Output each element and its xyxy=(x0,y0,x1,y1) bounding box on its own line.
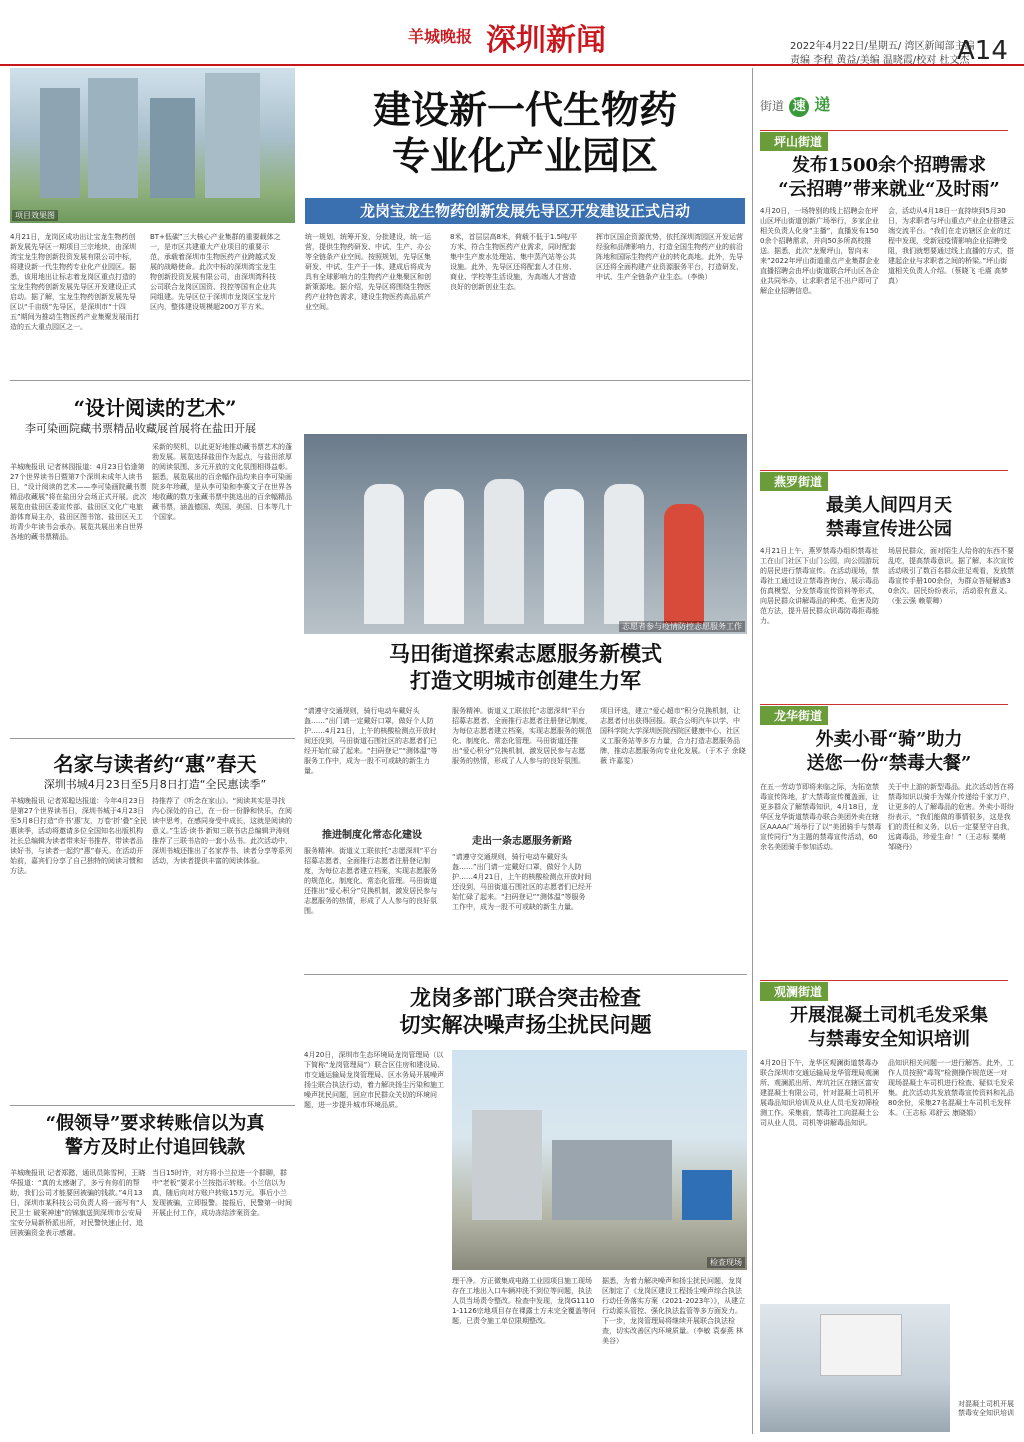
section-title: 深圳新闻 xyxy=(486,23,606,58)
matian-col-2: 服务精神。街道义工联依托“志愿深圳”平台招募志愿者，全面推行志愿者注册登记制度，为每位志愿者建立档案，实现志愿服务的规范化、制度化、常态化管理。马田街道还推出“爱心积分”兑换机制，激发居民参与志愿服务的热情，形成了人人参与的良好氛围。 xyxy=(452,707,592,765)
reader-subtitle: 深圳书城4月23日至5月8日打造“全民惠读季” xyxy=(43,778,267,791)
matian-photo-caption: 志愿者参与疫情防控志愿服务工作 xyxy=(619,621,745,632)
noise-title-1: 龙岗多部门联合突击检查 xyxy=(410,985,641,1010)
divider xyxy=(10,380,750,381)
street-tag-yanluo: 燕罗街道 xyxy=(760,470,1008,489)
longhua-title-1: 外卖小哥“骑”助力 xyxy=(815,729,963,750)
matian-title-1: 马田街道探索志愿服务新模式 xyxy=(389,641,662,666)
lead-photo xyxy=(10,68,295,223)
matian-subhead-1: 推进制度化常态化建设 xyxy=(322,830,422,841)
lead-col-1: 4月21日，龙岗区成功出让宝龙生物药创新发展先导区一期项目三宗地块，由深圳湾宝龙生物创新投资发展有限公司中标，将建设新一代生物药专业化产业园区。据悉，该用地出让标志着龙岗区重点打造的宝龙生物药创新发展先导区开发建设正式启动。据了解，宝龙生物药创新发展先导区以“千亩级”先导区，是深圳市“十四五”期间为推动生物医药产业集聚发展而打造的五大重点园区之一。 xyxy=(10,233,140,331)
noise-col-1: 4月20日，深圳市生态环境局龙岗管理局（以下简称“龙岗管理局”）联合区住房和建设局、市交通运输局龙岗管理局、区水务局开展噪声扬尘联合执法行动，着力解决扬尘污染和施工噪声扰民问题，回应市民群众关切的环境问题，进一步提升城市环境品质。 xyxy=(304,1051,445,1109)
matian-photo xyxy=(304,434,747,634)
editors-line: 责编 李程 黄益/美编 温晓霞/校对 杜文杰 xyxy=(790,55,970,66)
divider xyxy=(10,738,295,739)
guanlan-photo-caption: 对混凝土司机开展禁毒安全知识培训 xyxy=(958,1400,1014,1417)
design-subtitle: 李可染画院藏书票精品收藏展首展将在盐田开展 xyxy=(25,422,256,435)
noise-col-3: 据悉，为着力解决噪声和扬尘扰民问题，龙岗区制定了《龙岗区建设工程扬尘噪声综合执法行动任务落实方案（2021-2023年）》，从建立行动源头管控、强化执法监管等多方面发力。下一步，龙岗管理局将继续开展联合执法检查，切实改善区内环境质量。（李敏 袁泰燕 林美谷） xyxy=(602,1277,746,1345)
page-number: A14 xyxy=(957,36,1008,66)
reader-col-1: 羊城晚报讯 记者郑聪达报道：今年4月23日是第27个世界读书日，深圳书城于4月23日至5月8日打造“许书‘惠’友，万卷‘折’叠”全民惠读季，活动将邀请多位全国知名出版机构社长总编辑为读者带来好书推荐，带读者品读好书，与读者一起约“惠”春天。在活动开始前，嘉宾们分享了自己独特的阅读习惯和方法。 xyxy=(10,797,148,875)
guanlan-col-2: 品知识相关问题一一进行解答。此外，工作人员按照“毒驾”检测操作规范逐一对现场混凝土车司机进行检查、疑似毛发采集。此次活动共发放禁毒宣传资料和礼品80余份，采集27名混凝土车司机毛发样本。（王志标 邓舒云 康晓娟） xyxy=(888,1059,1014,1117)
sidebar-header-suffix: 递 xyxy=(814,95,831,114)
lead-col-5: 挥市区国企资源优势，依托深圳湾园区开发运营经验和品牌影响力，打造全国生物药产业的前沿阵地和国际生物药产业的转化高地。此外，先导区还将全面构建产业资源服务平台，打造研发、中试、生产全链条产业生态。（李焕） xyxy=(596,233,743,281)
matian-col-1a: “请遵守交通规则，骑行电动车戴好头盔……”出门请一定戴好口罩，做好个人防护……4月21日，上午的核酸检测点开放时间还没到，马田街道石围社区的志愿者们已经开始忙碌了起来。“扫码登记”“测体温”等服务工作中，成为一股不可或缺的新生力量。 xyxy=(304,707,438,775)
design-col-2: 采新的契机，以此更好地推动藏书票艺术的蓬勃发展。展览选择盐田作为起点，与盐田浓厚的阅读氛围、多元开放的文化氛围相得益彰。据悉，展览展出的百余幅作品均来自李可染画院多年珍藏，是从李可染和李赛文子在世界各地收藏的数万张藏书票中挑选出的百余幅精品藏书票，涵盖德国、英国、美国、日本等几十个国家。 xyxy=(152,443,292,521)
matian-subhead-2: 走出一条志愿服务新路 xyxy=(472,836,572,847)
sidebar-divider xyxy=(752,68,753,1434)
divider xyxy=(10,1105,295,1106)
guanlan-title-2: 与禁毒安全知识培训 xyxy=(808,1029,970,1050)
street-tag-longhua: 龙华街道 xyxy=(760,704,1008,723)
longhua-title-2: 送您一份“禁毒大餐” xyxy=(806,753,972,774)
pingshan-title-2: “云招聘”带来就业“及时雨” xyxy=(778,179,1000,200)
yanluo-col-1: 4月21日上午，燕罗禁毒办组织禁毒社工在山门社区下山门公园，向公园游玩的居民进行禁毒宣传。在活动现场，禁毒社工通过设立禁毒咨询台、展示毒品仿真模型、分发禁毒宣传资料等形式，向居民群众讲解毒品的种类、危害及防范方法，提升居民群众识毒防毒拒毒能力。 xyxy=(760,547,879,625)
longhua-col-1: 在五一劳动节即将来临之际，为拓宽禁毒宣传阵地，扩大禁毒宣传覆盖面，让更多群众了解禁毒知识，4月18日，龙华区龙华街道禁毒办联合美团外卖在辖区AAAA广场举行了以“美团骑手与禁毒宣传同行”为主题的禁毒宣传活动，60余名美团骑手参加活动。 xyxy=(760,783,882,851)
reader-title: 名家与读者约“惠”春天 xyxy=(53,752,257,776)
pingshan-col-2: 会，活动从4月18日一直持续到5月30日，为求职者与坪山重点产业企业搭建云端交流平台。“我们在走访辖区企业的过程中发现，受新冠疫情影响企业招聘受阻，我们就想要通过线上直播的方式，搭建起企业与求职者之间的桥梁。”坪山街道相关负责人介绍。（蔡晓飞 毛震 高梦真） xyxy=(888,207,1014,285)
fraud-col-2: 当日15时许，对方将小兰拉进一个群聊，群中“老板”要求小兰按指示转账。小兰信以为真，随后向对方账户转账15万元。事后小兰发现被骗，立即报警。接报后，民警第一时间开展止付工作，成功冻结涉案资金。 xyxy=(152,1169,292,1217)
masthead xyxy=(0,0,1024,66)
lead-title-2: 专业化产业园区 xyxy=(391,133,658,178)
street-tag-guanlan: 观澜街道 xyxy=(760,980,1008,999)
noise-photo xyxy=(452,1050,747,1270)
lead-subtitle: 龙岗宝龙生物药创新发展先导区开发建设正式启动 xyxy=(305,198,745,224)
matian-col-3: 项目评选，建立“爱心超市”积分兑换机制，让志愿者付出获得回报。联合公明汽车以学、中国科学院大学深圳医院西院区健康中心、社区义工服务站等多方力量，合力打造志愿服务品牌，推动志愿服务向专业化发展。（于木子 余晓薇 许嘉雯） xyxy=(600,707,746,765)
yanluo-col-2: 场居民群众，面对陌生人给你的东西不要乱吃，提高禁毒意识。据了解，本次宣传活动吸引了数百名群众驻足观看，发放禁毒宣传手册100余份，为群众答疑解惑30余次。居民纷纷表示，活动很有意义。（张云强 赖蒙卿） xyxy=(888,547,1014,605)
pingshan-title-1: 发布1500余个招聘需求 xyxy=(791,155,987,176)
matian-col-1b: 服务精神。街道义工联依托“志愿深圳”平台招募志愿者，全面推行志愿者注册登记制度，为每位志愿者建立档案，实现志愿服务的规范化、制度化、常态化管理。马田街道还推出“爱心积分”兑换机制，激发居民参与志愿服务的热情，形成了人人参与的良好氛围。 xyxy=(304,847,438,915)
guanlan-title-1: 开展混凝土司机毛发采集 xyxy=(790,1005,988,1026)
fraud-col-1: 羊城晚报讯 记者郑懿，通讯员陈雪柯，王晓华报道：“真的太感谢了，多亏有你们的帮助，我们公司才能要回被骗的钱款。”4月13日，深圳市某科技公司负责人将一面写有“人民卫士 破案神速”的锦旗送到深圳市公安局宝安分局新桥派出所，对民警快速止付、追回被骗资金表示感谢。 xyxy=(10,1169,147,1237)
lead-col-2: BT+低碳”三大核心产业集群的重要载体之一，是市区共建重大产业项目的重要示范，承载着深圳市生物医药产业跨越式发展的战略使命。此次中标的深圳湾宝龙生物创新投资发展有限公司，由深圳湾科技公司联合龙岗区国资、投控等国有企业共同组建。先导区位于深圳市龙岗区宝龙片区内，整体建设规模超200万平方米。 xyxy=(150,233,281,311)
lead-title-1: 建设新一代生物药 xyxy=(372,87,677,132)
guanlan-col-1: 4月20日下午，龙华区观澜街道禁毒办联合深圳市交通运输局龙华管理局观澜所、观澜派出所、库坑社区在辖区富安建混凝土有限公司，针对混凝土司机开展毒品知识培训及从业人员毛发初筛检测工作。采集前，禁毒社工向混凝土公司从业人员、司机等讲解毒品知识。 xyxy=(760,1059,879,1127)
divider xyxy=(304,974,747,975)
street-tag-pingshan: 坪山街道 xyxy=(760,130,1008,149)
guanlan-photo xyxy=(760,1304,950,1432)
yanluo-title-1: 最美人间四月天 xyxy=(826,495,952,516)
longhua-col-2: 关于中上游的新型毒品。此次活动旨在将禁毒知识以骑手为媒介传递给千家万户，让更多的人了解毒品的危害。外卖小哥纷纷表示，“我们能做的事情很多，这是我们的责任和义务，以后一定要坚守自我，远离毒品，珍爱生命！”（王志标 粟萌 邹晓丹） xyxy=(888,783,1014,851)
reader-col-2: 持推荐了《听念在家山》。“阅读其实是寻找内心深处的自己，在一份一份静和快乐，在阅读中思考，在感同身受中成长，这就是阅读的意义。”生活·读书·新知三联书店总编辑尹涛则推荐了三联书店的一套小丛书。此次活动中，深圳书城还推出了名家荐书、读者分享等系列活动，为读者提供丰富的阅读体验。 xyxy=(152,797,292,865)
noise-col-2: 理干净。方正微集成电路工业园项目施工现场存在工地出入口车辆冲洗不到位等问题，执法人员当场责令整改。检查中发现，龙岗G11101-1126宗地项目存在裸露土方未完全覆盖等问题，已责令施工单位限期整改。 xyxy=(452,1277,596,1325)
pingshan-col-1: 4月20日，一场特别的线上招聘会在坪山区坪山街道创新广场举行，多家企业相关负责人化身“主播”，直播发布1500余个招聘需求，并向50多所高校推送。据悉，此次“龙聚坪山，智向未来”2022年坪山街道重点产业集群企业直播招聘会由坪山街道联合坪山区各企业共同举办，让求职者足不出户即可了解企业招聘信息。 xyxy=(760,207,880,295)
lead-col-3: 统一规划，统筹开发，分批建设，统一运营，提供生物药研发、中试、生产、办公等全链条产业空间。按照规划，先导区集研发、中试、生产于一体，建成后将成为具有全球影响力的生物药产业集聚区和创新策源地。据介绍，先导区将围绕生物医药产业特色需求，建设生物医药高品质产业空间。 xyxy=(305,233,431,311)
lead-col-4: 8米，首层层高8米，荷载不低于1.5吨/平方米，符合生物医药产业需求，同时配套集中生产废水处理站、集中蒸汽站等公共设施。此外，先导区还将配套人才住房、商业、学校等生活设施，为高端人才营造良好的创新创业生态。 xyxy=(450,233,578,291)
yanluo-title-2: 禁毒宣传进公园 xyxy=(826,519,952,540)
sidebar-header-prefix: 街道 xyxy=(760,99,785,113)
brand-logo: 羊城晚报 xyxy=(408,27,473,46)
design-title: “设计阅读的艺术” xyxy=(73,396,237,420)
lead-photo-caption: 项目效果图 xyxy=(12,210,58,221)
fraud-title-2: 警方及时止付追回钱款 xyxy=(65,1137,245,1158)
noise-title-2: 切实解决噪声扬尘扰民问题 xyxy=(399,1012,652,1037)
sidebar-header xyxy=(760,92,1008,116)
fraud-title-1: “假领导”要求转账信以为真 xyxy=(45,1113,265,1134)
design-col-1: 羊城晚报讯 记者林园报道：4月23日恰逢第27个世界读书日暨第7个深圳未成年人读书日，“设计阅读的艺术——李可染画院藏书票精品收藏展”将在盐田分会场正式开展。此次展览由盐田区委宣传部、盐田区文化广电旅游体育局主办，盐田区图书馆、盐田区天工坊青少年读书会承办。展览共展出来自世界各地的藏书票精品。 xyxy=(10,463,147,541)
matian-col-2b: “请遵守交通规则，骑行电动车戴好头盔……”出门请一定戴好口罩，做好个人防护……4月21日，上午的核酸检测点开放时间还没到，马田街道石围社区的志愿者们已经开始忙碌了起来。“扫码登记”“测体温”等服务工作中，成为一股不可或缺的新生力量。 xyxy=(452,853,592,911)
matian-title-2: 打造文明城市创建生力军 xyxy=(410,668,641,693)
noise-photo-caption: 检查现场 xyxy=(707,1257,745,1268)
date-line: 2022年4月22日/星期五/ 湾区新闻部主编 xyxy=(790,41,975,52)
sidebar-header-badge: 速 xyxy=(789,97,809,117)
